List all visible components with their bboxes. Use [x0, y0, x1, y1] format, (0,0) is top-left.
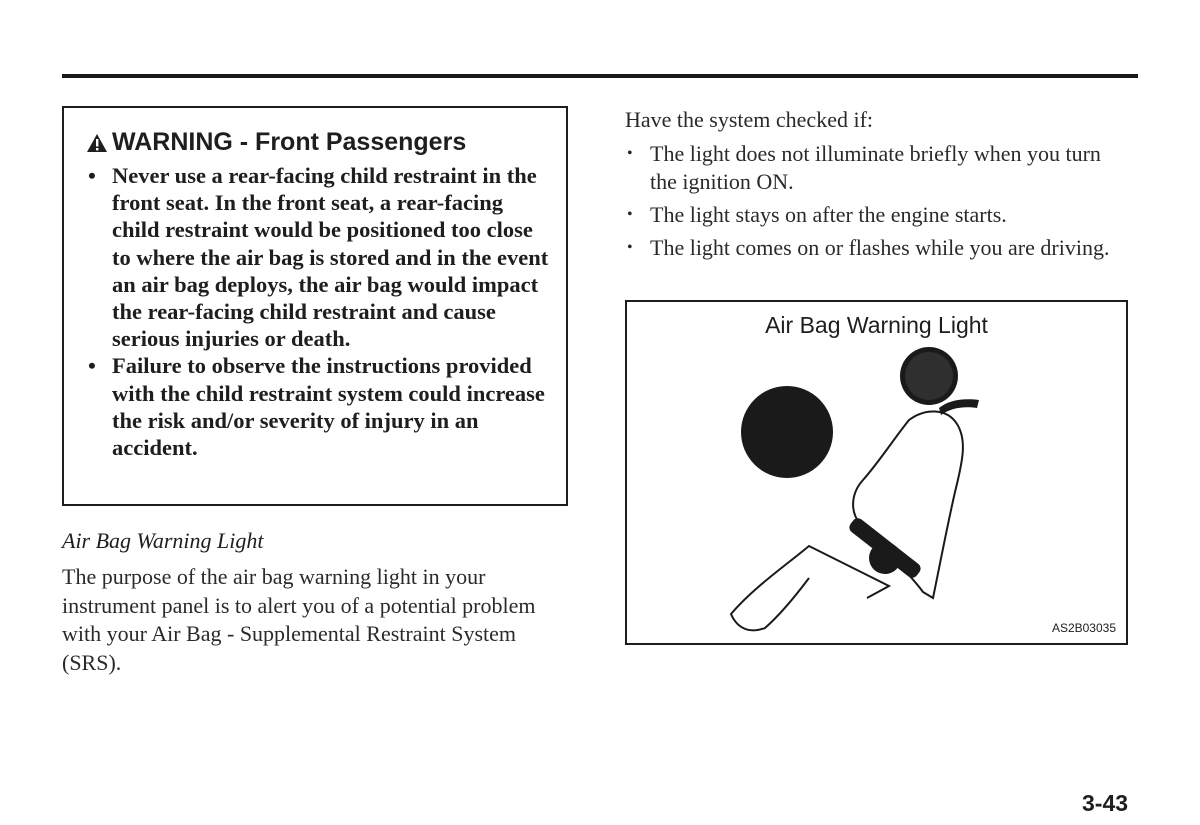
checklist-item: • The light stays on after the engine starts. [625, 201, 1125, 229]
checklist-item: • The light does not illuminate briefly when you turn the ignition ON. [625, 140, 1125, 196]
figure-title: Air Bag Warning Light [765, 312, 988, 338]
checklist [625, 140, 1125, 267]
checklist-item: • The light comes on or flashes while you are driving. [625, 234, 1125, 262]
figure-code: AS2B03035 [1051, 621, 1116, 635]
header-rule [62, 74, 1138, 78]
warning-title-text: WARNING - Front Passengers [112, 128, 467, 156]
warning-item: • Failure to observe the instructions provided with the child restraint system could increase the risk and/or severity of injury in an accident. [84, 352, 554, 461]
warning-title [86, 128, 466, 157]
warning-list [84, 162, 554, 461]
checklist-intro: Have the system checked if: [625, 107, 874, 132]
air-bag-warning-light-icon [627, 302, 1126, 643]
page-number: 3-43 [1082, 790, 1129, 816]
warning-triangle-icon [86, 133, 108, 153]
section-heading: Air Bag Warning Light [62, 528, 264, 553]
section-body: The purpose of the air bag warning light in your instrument panel is to alert you of a potential problem with your Air Bag - Supplemental Restraint System (SRS). [62, 564, 536, 675]
warning-item: • Never use a rear-facing child restraint in the front seat. In the front seat, a rear-facing child restraint would be positioned too close to where the air bag is stored and in the event an air bag deploys, the air bag would impact the rear-facing child restraint and cause serious injuries or death. [84, 162, 554, 352]
figure [625, 300, 1128, 645]
warning-box [62, 106, 568, 506]
